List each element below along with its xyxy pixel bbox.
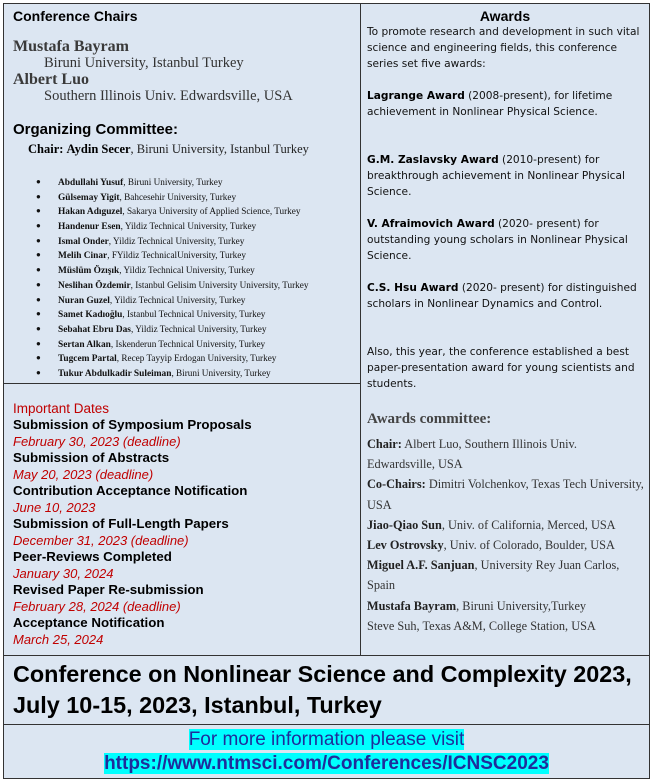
member-name: Ismal Onder bbox=[58, 236, 109, 247]
committee-member bbox=[36, 337, 361, 352]
award-item bbox=[367, 280, 645, 312]
date-value: January 30, 2024 bbox=[13, 565, 114, 581]
award-description: for breakthrough achievement in Nonlinear Physical Science. bbox=[367, 154, 625, 198]
award-item bbox=[367, 216, 645, 264]
chair-name: Albert Luo bbox=[13, 71, 89, 88]
awards-extra: Also, this year, the conference established a best paper-presentation award for young scientists and students. bbox=[367, 346, 635, 390]
committee-role: Miguel A.F. Sanjuan bbox=[367, 558, 475, 573]
bullet-icon: ● bbox=[36, 338, 41, 348]
member-name: Melih Cinar bbox=[58, 251, 108, 262]
date-value: May 20, 2023 (deadline) bbox=[13, 466, 154, 482]
member-affiliation: , Yildiz Technical University, Turkey bbox=[130, 323, 267, 334]
committee-entry bbox=[367, 619, 596, 633]
award-name: G.M. Zaslavsky Award bbox=[367, 154, 499, 166]
footer-info-text: For more information please visit bbox=[188, 729, 465, 750]
committee-entry bbox=[367, 437, 577, 471]
award-description: distinguished scholars in Nonlinear Dynamics and Control. bbox=[367, 282, 637, 310]
bullet-icon: ● bbox=[36, 191, 41, 201]
award-period: (2020- present) for bbox=[458, 282, 563, 294]
bullet-icon: ● bbox=[36, 206, 41, 216]
committee-detail: Dimitri Volchenkov, Texas Tech University, USA bbox=[367, 477, 644, 512]
member-affiliation: , Biruni University, Turkey bbox=[171, 367, 271, 378]
organizing-chair-affiliation: , Biruni University, Istanbul Turkey bbox=[130, 142, 309, 156]
conference-url-link[interactable]: https://www.ntmsci.com/Conferences/ICNSC2023 bbox=[104, 753, 549, 774]
award-description: lifetime achievement in Nonlinear Physical Science. bbox=[367, 90, 613, 118]
member-affiliation: , Sakarya University of Applied Science, Turkey bbox=[122, 206, 301, 217]
date-milestone: Acceptance Notification bbox=[13, 615, 165, 630]
member-affiliation: , Yildiz Technical University, Turkey bbox=[119, 265, 255, 276]
date-milestone: Submission of Full-Length Papers bbox=[13, 516, 229, 531]
committee-entry bbox=[367, 599, 586, 613]
date-value: March 25, 2024 bbox=[13, 631, 104, 647]
committee-role: Lev Ostrovsky bbox=[367, 538, 444, 553]
date-value: June 10, 2023 bbox=[13, 499, 96, 515]
member-name: Samet Kadıoğlu bbox=[58, 310, 123, 321]
date-milestone: Peer-Reviews Completed bbox=[13, 549, 172, 564]
committee-member bbox=[36, 219, 361, 234]
bullet-icon: ● bbox=[36, 367, 41, 377]
date-milestone: Submission of Symposium Proposals bbox=[13, 417, 252, 432]
committee-role: Mustafa Bayram bbox=[367, 598, 457, 613]
bullet-icon: ● bbox=[36, 250, 41, 260]
bullet-icon: ● bbox=[36, 309, 41, 319]
committee-entry bbox=[367, 518, 616, 532]
chair-affiliation: Biruni University, Istanbul Turkey bbox=[44, 55, 244, 71]
date-milestone: Contribution Acceptance Notification bbox=[13, 483, 248, 498]
date-value: February 28, 2024 (deadline) bbox=[13, 598, 181, 614]
member-name: Hakan Adıguzel bbox=[58, 207, 123, 218]
member-name: Nuran Guzel bbox=[58, 295, 110, 306]
bullet-icon: ● bbox=[36, 323, 41, 333]
member-name: Müslüm Özışık bbox=[58, 266, 120, 277]
bullet-icon: ● bbox=[36, 265, 41, 275]
bullet-icon: ● bbox=[36, 177, 41, 186]
member-affiliation: , Iskenderun Technical University, Turkey bbox=[110, 338, 266, 349]
chairs-heading: Conference Chairs bbox=[13, 8, 138, 24]
awards-intro: To promote research and development in such vital science and engineering fields, this conference series set five awards: bbox=[367, 26, 640, 70]
member-affiliation: , Yildiz Technical University, Turkey bbox=[108, 235, 245, 246]
organizing-chair-label: Chair: bbox=[28, 142, 64, 156]
important-dates-heading: Important Dates bbox=[13, 401, 110, 416]
committee-detail: , Biruni University,Turkey bbox=[456, 598, 587, 613]
chairs-panel bbox=[3, 3, 361, 384]
member-affiliation: , Bahcesehir University, Turkey bbox=[119, 191, 237, 202]
awards-heading: Awards bbox=[479, 8, 531, 24]
committee-entry bbox=[367, 558, 619, 592]
committee-member bbox=[36, 366, 361, 381]
member-name: Abdullahi Yusuf bbox=[58, 178, 124, 188]
footer-panel bbox=[3, 724, 650, 779]
award-name: Lagrange Award bbox=[367, 90, 465, 102]
committee-member bbox=[36, 234, 361, 249]
member-name: Handenur Esen bbox=[58, 222, 121, 233]
awards-panel bbox=[360, 3, 650, 656]
bullet-icon: ● bbox=[36, 294, 41, 304]
member-name: Tugcem Partal bbox=[58, 354, 117, 365]
footer-url-line bbox=[4, 752, 649, 776]
committee-entry bbox=[367, 538, 615, 552]
committee-member-list bbox=[36, 175, 361, 381]
bullet-icon: ● bbox=[36, 235, 41, 245]
date-value: February 30, 2023 (deadline) bbox=[13, 433, 181, 449]
awards-committee-heading: Awards committee: bbox=[367, 411, 492, 427]
member-affiliation: , Istanbul Gelisim University University, Turkey bbox=[130, 279, 309, 290]
bullet-icon: ● bbox=[36, 221, 41, 231]
bullet-icon: ● bbox=[36, 353, 41, 363]
member-affiliation: , Yildiz Technical University, Turkey bbox=[109, 294, 246, 305]
committee-member bbox=[36, 351, 361, 366]
award-name: C.S. Hsu Award bbox=[367, 282, 459, 294]
chair-name: Mustafa Bayram bbox=[13, 38, 129, 55]
organizing-heading: Organizing Committee: bbox=[13, 121, 179, 138]
bullet-icon: ● bbox=[36, 279, 41, 289]
footer-info-line bbox=[4, 728, 649, 752]
member-name: Tukur Abdulkadir Suleiman bbox=[58, 368, 172, 379]
member-name: Sebahat Ebru Das bbox=[58, 324, 131, 335]
committee-member bbox=[36, 190, 361, 205]
conference-title-panel bbox=[3, 655, 650, 725]
date-value: December 31, 2023 (deadline) bbox=[13, 532, 189, 548]
committee-role: Chair: bbox=[367, 437, 402, 451]
member-name: Neslihan Özdemir bbox=[58, 280, 131, 291]
committee-member bbox=[36, 278, 361, 293]
award-period: (2008-present), for bbox=[464, 90, 569, 102]
committee-detail: , Univ. of Colorado, Boulder, USA bbox=[443, 538, 615, 553]
date-milestone: Submission of Abstracts bbox=[13, 450, 170, 465]
organizing-chair-name: Aydin Secer bbox=[66, 142, 131, 156]
member-affiliation: , FYildiz TechnicalUniversity, Turkey bbox=[107, 250, 246, 261]
member-name: Gülsemay Yigit bbox=[58, 192, 120, 203]
important-dates-panel bbox=[3, 383, 361, 656]
committee-entry bbox=[367, 477, 644, 511]
committee-member bbox=[36, 263, 361, 278]
conference-title: Conference on Nonlinear Science and Complexity 2023, July 10-15, 2023, Istanbul, Turkey bbox=[13, 661, 632, 718]
award-description: for outstanding young scholars in Nonlinear Physical Science. bbox=[367, 218, 628, 262]
member-affiliation: , Recep Tayyip Erdogan University, Turkey bbox=[116, 353, 277, 364]
committee-detail: Steve Suh, Texas A&M, College Station, USA bbox=[367, 618, 596, 633]
committee-member bbox=[36, 307, 361, 322]
award-name: V. Afraimovich Award bbox=[367, 218, 495, 230]
committee-member bbox=[36, 322, 361, 337]
member-affiliation: , Istanbul Technical University, Turkey bbox=[122, 309, 266, 320]
committee-detail: , Univ. of California, Merced, USA bbox=[441, 517, 616, 532]
committee-detail: Albert Luo, Southern Illinois Univ. Edwardsville, USA bbox=[367, 437, 577, 472]
award-item bbox=[367, 152, 645, 200]
committee-role: Co-Chairs: bbox=[367, 477, 426, 492]
committee-member bbox=[36, 175, 361, 190]
committee-member bbox=[36, 293, 361, 308]
chair-affiliation: Southern Illinois Univ. Edwardsville, USA bbox=[44, 88, 293, 104]
award-period: (2010-present) bbox=[498, 154, 582, 166]
award-item bbox=[367, 88, 645, 120]
committee-detail: , University Rey Juan Carlos, Spain bbox=[367, 558, 620, 593]
important-dates-list bbox=[13, 417, 358, 648]
date-milestone: Revised Paper Re-submission bbox=[13, 582, 204, 597]
committee-role: Jiao-Qiao Sun bbox=[367, 517, 442, 532]
member-name: Sertan Alkan bbox=[58, 339, 111, 350]
award-period: (2020- present) bbox=[494, 218, 581, 230]
committee-member bbox=[36, 204, 361, 219]
awards-committee-list bbox=[367, 434, 647, 636]
member-affiliation: , Biruni University, Turkey bbox=[123, 177, 223, 187]
organizing-chair bbox=[28, 142, 309, 157]
committee-member bbox=[36, 248, 361, 263]
member-affiliation: , Yildiz Technical University, Turkey bbox=[120, 221, 257, 232]
